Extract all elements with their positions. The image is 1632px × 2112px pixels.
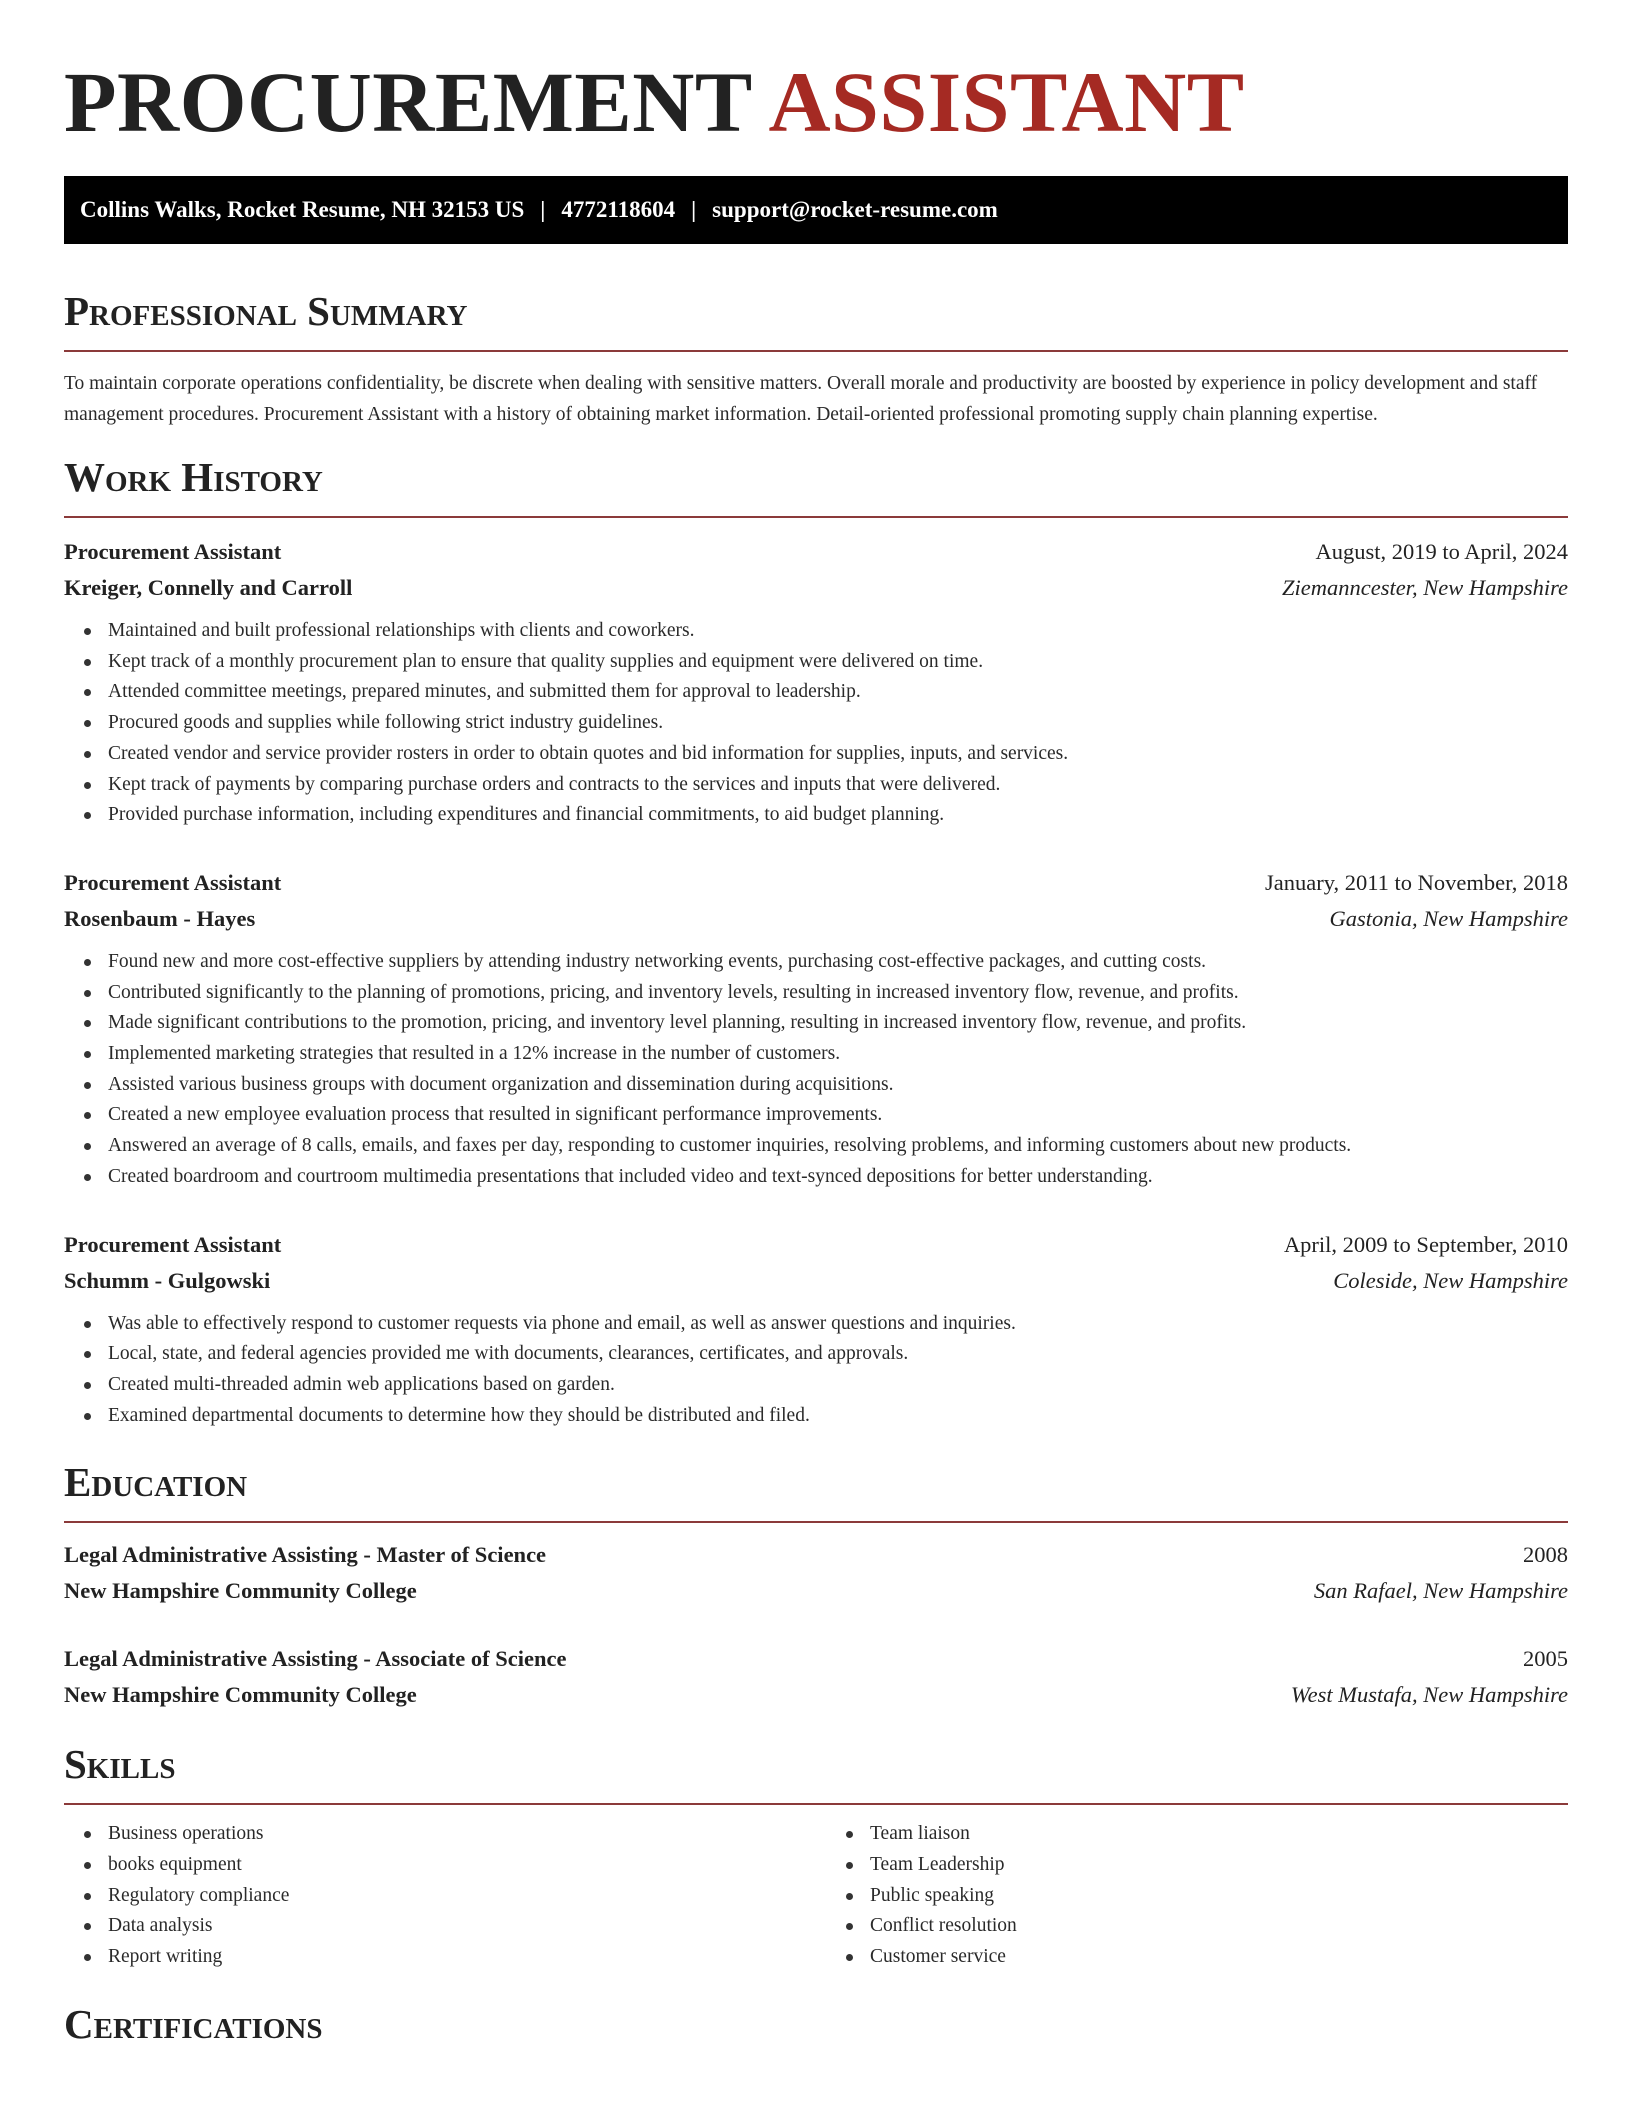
job-company-row: [64, 901, 1568, 937]
contact-phone: 4772118604: [561, 197, 676, 222]
certifications-section: [64, 1999, 1568, 2049]
job-location: Coleside, New Hampshire: [1333, 1267, 1568, 1293]
title-part-2: ASSISTANT: [768, 54, 1245, 150]
job-company-row: [64, 570, 1568, 606]
job-company: Schumm - Gulgowski: [64, 1267, 271, 1293]
job-title: Procurement Assistant: [64, 539, 282, 564]
skill-item: Regulatory compliance: [108, 1881, 804, 1912]
list-item: Created boardroom and courtroom multimedia presentations that included video and text-synced depositions for better understanding.: [108, 1162, 1568, 1193]
title-part-1: PROCUREMENT: [64, 54, 752, 150]
job-bullets: [64, 616, 1568, 831]
list-item: Created multi-threaded admin web applications based on garden.: [108, 1370, 1568, 1401]
skill-item: Customer service: [870, 1942, 1610, 1973]
job-dates: August, 2019 to April, 2024: [1315, 539, 1568, 564]
job-header-row: [64, 534, 1568, 570]
education-entry: [64, 1641, 1568, 1713]
education-school: New Hampshire Community College: [64, 1578, 417, 1604]
section-heading: Certifications: [64, 2000, 323, 2047]
skills-grid: [64, 1819, 1568, 1973]
education-year: 2005: [1523, 1646, 1568, 1672]
list-item: Assisted various business groups with document organization and dissemination during acquisitions.: [108, 1070, 1568, 1101]
job-company: Rosenbaum - Hayes: [64, 905, 256, 931]
contact-separator: |: [540, 197, 546, 222]
skill-item: Conflict resolution: [870, 1911, 1610, 1942]
contact-address: Collins Walks, Rocket Resume, NH 32153 US: [80, 197, 525, 222]
education-degree: Legal Administrative Assisting - Associate of Science: [64, 1646, 567, 1672]
job-location: Ziemanncester, New Hampshire: [1281, 575, 1568, 600]
list-item: Examined departmental documents to determine how they should be distributed and filed.: [108, 1401, 1568, 1432]
list-item: Procured goods and supplies while following strict industry guidelines.: [108, 708, 1568, 739]
job-header-row: [64, 1227, 1568, 1263]
section-divider: [64, 1803, 1568, 1805]
contact-separator: |: [691, 197, 697, 222]
list-item: Kept track of a monthly procurement plan to ensure that quality supplies and equipment were delivered on time.: [108, 647, 1568, 678]
skill-item: Team liaison: [870, 1819, 1610, 1850]
skill-item: Team Leadership: [870, 1850, 1610, 1881]
education-location: West Mustafa, New Hampshire: [1290, 1682, 1568, 1708]
section-heading: Skills: [64, 1741, 176, 1788]
list-item: Local, state, and federal agencies provided me with documents, clearances, certificates, and approvals.: [108, 1339, 1568, 1370]
list-item: Kept track of payments by comparing purchase orders and contracts to the services and inputs that were delivered.: [108, 770, 1568, 801]
section-heading: Education: [64, 1459, 248, 1506]
education-degree-row: [64, 1537, 1568, 1573]
job-title: Procurement Assistant: [64, 869, 282, 895]
job-header-row: [64, 865, 1568, 901]
skill-item: Public speaking: [870, 1881, 1610, 1912]
list-item: Maintained and built professional relationships with clients and coworkers.: [108, 616, 1568, 647]
summary-text: To maintain corporate operations confidentiality, be discrete when dealing with sensitive matters. Overall morale and productivity are boosted by experience in policy development and staff management procedures. Procurement Assistant with a history of obtaining market information. Detail-oriented professional promoting supply chain planning expertise.: [64, 373, 1538, 425]
section-divider: [64, 1521, 1568, 1523]
skill-item: books equipment: [108, 1850, 804, 1881]
education-school-row: [64, 1677, 1568, 1713]
education-location: San Rafael, New Hampshire: [1313, 1578, 1568, 1604]
job-company: Kreiger, Connelly and Carroll: [64, 575, 353, 600]
job-entry: [64, 534, 1568, 831]
job-entry: [64, 1227, 1568, 1432]
education-degree-row: [64, 1641, 1568, 1677]
list-item: Made significant contributions to the promotion, pricing, and inventory level planning, resulting in increased inventory flow, revenue, and profits.: [108, 1008, 1568, 1039]
list-item: Contributed significantly to the planning of promotions, pricing, and inventory levels, resulting in increased inventory flow, revenue, and profits.: [108, 978, 1568, 1009]
list-item: Provided purchase information, including expenditures and financial commitments, to aid budget planning.: [108, 800, 1568, 831]
education-school-row: [64, 1573, 1568, 1609]
skill-item: Data analysis: [108, 1911, 804, 1942]
list-item: Created vendor and service provider rosters in order to obtain quotes and bid information for supplies, inputs, and services.: [108, 739, 1568, 770]
resume-page: [64, 0, 1568, 2049]
education-entry: [64, 1537, 1568, 1609]
education-school: New Hampshire Community College: [64, 1682, 417, 1708]
skills-column-left: [64, 1819, 804, 1973]
skills-column-right: [804, 1819, 1610, 1973]
job-bullets: [64, 947, 1568, 1193]
section-heading: Work History: [64, 454, 323, 500]
job-location: Gastonia, New Hampshire: [1329, 905, 1568, 931]
list-item: Attended committee meetings, prepared minutes, and submitted them for approval to leadership.: [108, 677, 1568, 708]
summary-section: [64, 286, 1568, 430]
list-item: Implemented marketing strategies that resulted in a 12% increase in the number of customers.: [108, 1039, 1568, 1070]
job-company-row: [64, 1263, 1568, 1299]
section-divider: [64, 350, 1568, 352]
education-year: 2008: [1523, 1542, 1568, 1568]
section-divider: [64, 516, 1568, 518]
skill-item: Business operations: [108, 1819, 804, 1850]
section-heading: Professional Summary: [64, 288, 468, 334]
work-history-section: [64, 452, 1568, 1431]
contact-email: support@rocket-resume.com: [712, 197, 998, 222]
job-dates: January, 2011 to November, 2018: [1265, 869, 1568, 895]
list-item: Was able to effectively respond to customer requests via phone and email, as well as answer questions and inquiries.: [108, 1309, 1568, 1340]
job-entry: [64, 865, 1568, 1193]
education-section: [64, 1457, 1568, 1713]
job-title: Procurement Assistant: [64, 1231, 282, 1257]
job-dates: April, 2009 to September, 2010: [1283, 1231, 1568, 1257]
contact-bar: [64, 176, 1568, 244]
job-bullets: [64, 1309, 1568, 1432]
list-item: Found new and more cost-effective suppliers by attending industry networking events, purchasing cost-effective packages, and cutting costs.: [108, 947, 1568, 978]
list-item: Answered an average of 8 calls, emails, and faxes per day, responding to customer inquiries, resolving problems, and informing customers about new products.: [108, 1131, 1568, 1162]
skill-item: Report writing: [108, 1942, 804, 1973]
resume-title: [64, 0, 1568, 156]
education-degree: Legal Administrative Assisting - Master of Science: [64, 1542, 547, 1568]
list-item: Created a new employee evaluation process that resulted in significant performance improvements.: [108, 1100, 1568, 1131]
skills-section: [64, 1739, 1568, 1973]
